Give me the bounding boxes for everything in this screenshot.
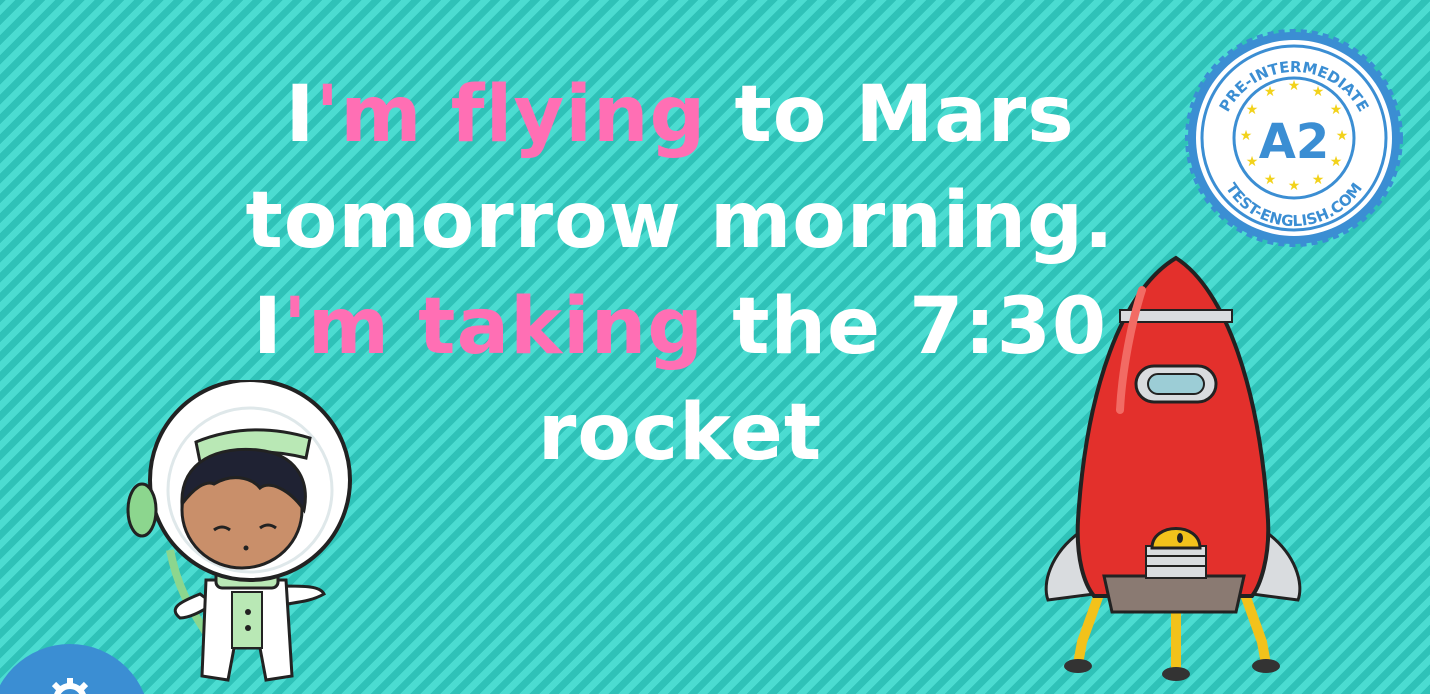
badge-level: A2 — [1258, 114, 1330, 170]
svg-text:★: ★ — [1245, 154, 1259, 170]
corner-settings-button[interactable] — [0, 640, 150, 694]
astronaut-icon — [110, 380, 380, 694]
sentence-2-line-1 — [230, 274, 1130, 380]
svg-text:★: ★ — [1335, 128, 1349, 144]
badge-bottom-text: TEST-ENGLISH.COM — [1222, 179, 1366, 231]
svg-text:★: ★ — [1311, 84, 1325, 100]
svg-text:★: ★ — [1263, 172, 1277, 188]
level-badge — [1184, 28, 1404, 248]
sentence-2-verb-highlight: 'm taking — [282, 282, 705, 372]
svg-text:★: ★ — [1287, 178, 1301, 194]
rocket-icon — [1030, 250, 1320, 690]
svg-text:★: ★ — [1311, 172, 1325, 188]
svg-text:★: ★ — [1329, 154, 1343, 170]
sentence-1-rest: to Mars — [706, 70, 1075, 160]
badge-top-text: PRE-INTERMEDIATE — [1215, 57, 1373, 115]
svg-text:★: ★ — [1245, 102, 1259, 118]
svg-text:★: ★ — [1263, 84, 1277, 100]
sentence-2-subject: I — [252, 282, 283, 372]
sentence-1-line-1 — [230, 62, 1130, 168]
svg-text:★: ★ — [1329, 102, 1343, 118]
sentence-1-subject: I — [285, 70, 316, 160]
sentence-1-line-2: tomorrow morning. — [245, 176, 1115, 266]
sentence-2-rest: the 7:30 — [704, 282, 1108, 372]
sentence-1-verb-highlight: 'm flying — [315, 70, 707, 160]
svg-text:★: ★ — [1287, 78, 1301, 94]
sentence-2-line-2: rocket — [537, 388, 823, 478]
svg-text:★: ★ — [1239, 128, 1253, 144]
